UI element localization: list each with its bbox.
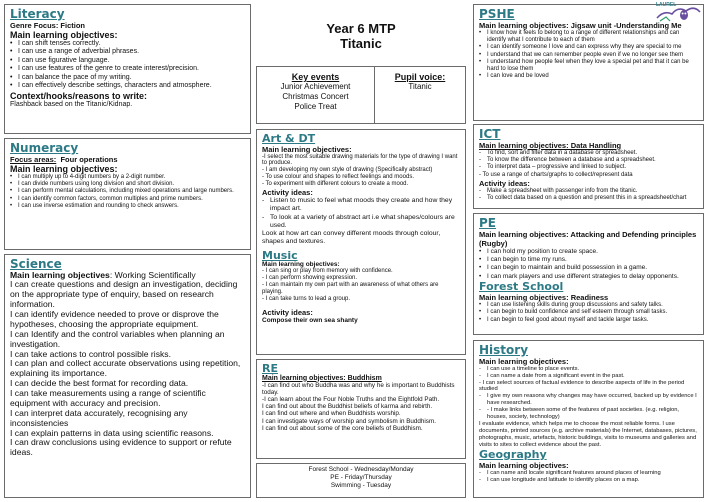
numeracy-focus-label: Focus areas: xyxy=(10,154,57,164)
key-event-item: Police Treat xyxy=(294,102,337,111)
ict-title: ICT xyxy=(479,127,501,141)
timetable-panel xyxy=(256,463,466,498)
music-objectives-heading: Main learning objectives: xyxy=(262,261,340,269)
science-line: I can take measurements using a range of scientific equipment with accuracy and precision. xyxy=(10,388,206,408)
list-item: • I can mark players and use different strategies to delay opponents. xyxy=(479,273,698,281)
art-line: - To use colour and shapes to reflect feelings and moods. xyxy=(262,174,414,181)
key-events-panel xyxy=(256,66,466,124)
art-objectives-heading: Main learning objectives: xyxy=(262,144,352,154)
re-panel xyxy=(256,359,466,459)
art-activity-text: Look at how art can convey different moods through colour, shapes and textures. xyxy=(262,230,441,246)
history-objectives-heading: Main learning objectives: xyxy=(479,356,569,366)
literacy-context-text: Flashback based on the Titanic/Kidnap. xyxy=(10,100,133,108)
science-panel xyxy=(4,254,251,498)
music-activity-text: Compose their own sea shanty xyxy=(262,316,358,324)
re-line: -I can learn about the Four Noble Truths and the Eightfold Path. xyxy=(262,396,440,404)
list-item: • I can hold my position to create space. xyxy=(479,248,698,256)
music-line: - I can sing or play from memory with confidence. xyxy=(262,268,393,275)
list-item: • I can love and be loved xyxy=(479,73,698,80)
science-line: I can plan and collect accurate observations using repetition, explaining its importance. xyxy=(10,358,241,379)
key-event-item: Junior Achievement xyxy=(280,82,351,91)
page-header xyxy=(256,22,466,52)
list-item: • I know how it feels to belong to a range of different relationships and can identify what I contribute to each of them xyxy=(479,30,698,45)
pe-title: PE xyxy=(479,216,496,230)
pe-panel xyxy=(473,213,704,335)
key-events-title: Key events xyxy=(291,72,340,82)
science-objectives-suffix: : Working Scientifically xyxy=(109,269,196,280)
science-title: Science xyxy=(10,257,62,271)
school-logo xyxy=(654,2,702,24)
key-events-section xyxy=(257,67,375,123)
ict-list xyxy=(479,150,698,172)
art-objectives xyxy=(262,154,460,188)
list-item: • I can use inverse estimation and rounding to check answers. xyxy=(10,203,245,210)
timetable-line: PE - Friday/Thursday xyxy=(330,473,392,481)
music-title: Music xyxy=(262,248,298,262)
numeracy-panel xyxy=(4,138,251,250)
history-panel xyxy=(473,340,704,498)
literacy-title: Literacy xyxy=(10,7,65,21)
pshe-objectives-heading: Main learning objectives: Jigsaw unit -Understanding Me xyxy=(479,20,682,30)
list-item: • I can use listening skills during group discussions and safety talks. xyxy=(479,302,698,309)
art-line: - To experiment with different colours to create a mood. xyxy=(262,181,409,188)
timetable-line: Forest School - Wednesday/Monday xyxy=(308,466,414,473)
science-line: I can Identify and the control variables when planning an investigation. xyxy=(10,328,225,349)
pshe-title: PSHE xyxy=(479,7,515,21)
list-item: - I can use a timeline to place events. xyxy=(479,366,698,373)
list-item: • I can use figurative language. xyxy=(10,57,245,66)
music-activity-heading: Activity ideas: xyxy=(262,307,313,317)
history-list-2 xyxy=(479,393,698,421)
list-item: • I can divide numbers using long division and short division. xyxy=(10,181,245,188)
literacy-genre: Genre Focus: Fiction xyxy=(10,20,86,30)
art-title: Art & DT xyxy=(262,132,316,145)
science-line: I can decide the best format for recording data. xyxy=(10,378,189,389)
list-item: • I can identify common factors, common multiples and prime numbers. xyxy=(10,196,245,203)
list-item: - I can use longitude and latitude to identify places on a map. xyxy=(479,477,698,484)
numeracy-focus-value: Four operations xyxy=(56,154,118,164)
list-item: • I can use a range of adverbial phrases. xyxy=(10,48,245,57)
numeracy-objectives-heading: Main learning objectives: xyxy=(10,163,118,174)
list-item: - I give my own reasons why changes may have occurred, backed up by evidence I have researched. xyxy=(479,393,698,407)
re-line: I can find out about the Buddhist beliefs of karma and rebirth. xyxy=(262,403,433,411)
pupil-voice-section xyxy=(375,67,465,123)
literacy-context-heading: Context/hooks/reasons to write: xyxy=(10,90,148,101)
science-line: I can identify evidence needed to prove or disprove the hypotheses, choosing the appropriate equipment. xyxy=(10,309,219,329)
ict-panel xyxy=(473,124,704,209)
list-item: • I can perform mental calculations, including mixed operations and large numbers. xyxy=(10,188,245,195)
list-item: • I can use features of the genre to create interest/precision. xyxy=(10,65,245,74)
geography-title: Geography xyxy=(479,448,547,462)
list-item: - - I make links between some of the features of past societies. (e.g. religion, houses, society, technology) xyxy=(479,407,698,421)
list-item: - I can name and locate significant features around places of learning xyxy=(479,470,698,477)
re-objectives xyxy=(262,382,460,433)
list-item: • I understand that we can remember people even if we no longer see them xyxy=(479,52,698,59)
re-title: RE xyxy=(262,362,278,375)
art-activity-heading: Activity ideas: xyxy=(262,188,313,197)
forest-list xyxy=(479,302,698,324)
pupil-voice-title: Pupil voice: xyxy=(394,72,446,82)
forest-objectives-heading: Main learning objectives: Readiness xyxy=(479,292,609,302)
list-item: - To look at a variety of abstract art i.e what shapes/colours are used. xyxy=(262,214,460,231)
list-item: • I can balance the pace of my writing. xyxy=(10,74,245,83)
pe-objectives-heading: Main learning objectives: Attacking and Defending principles (Rugby) xyxy=(479,229,697,248)
science-line: I can take actions to control possible risks. xyxy=(10,348,171,359)
list-item: • I can multiply up to 4-digit numbers by a 2-digit number. xyxy=(10,174,245,181)
pupil-voice-value: Titanic xyxy=(408,82,432,91)
key-event-item: Christmas Concert xyxy=(282,92,349,101)
re-line: I can find out about some of the core beliefs of Buddhism. xyxy=(262,424,423,432)
list-item: • I can identify someone I love and can express why they are special to me xyxy=(479,44,698,51)
list-item: - I can name a date from a significant event in the past. xyxy=(479,373,698,380)
re-line: -I can find out who Buddha was and why he is important to Buddhists today. xyxy=(262,381,455,396)
art-activity-list xyxy=(262,197,460,230)
list-item: - To find, sort and filter data in a database or spreadsheet. xyxy=(479,150,698,157)
page-subtitle: Titanic xyxy=(340,35,382,51)
science-line: I can interpret data accurately, recognising any inconsistencies xyxy=(10,407,188,428)
pshe-list xyxy=(479,30,698,81)
numeracy-title: Numeracy xyxy=(10,141,79,155)
list-item: - Make a spreadsheet with passenger info from the titanic. xyxy=(479,188,698,195)
history-text: I evaluate evidence, which helps me to choose the most reliable forms. I use documents, printed sources (e.g. archive materials) the Internet, databases, pictures, photographs, music, artefacts, historic buildings, visits to museums and galleries and visits to sites to collect evidence about the past. xyxy=(479,421,697,449)
science-line: I can create questions and design an investigation, deciding on the appropriate type of enquiry, based on research information. xyxy=(10,279,238,310)
history-list xyxy=(479,366,698,380)
list-item: - To interpret data – progressive and linked to subject. xyxy=(479,164,698,171)
list-item: • I can begin to feel good about myself and tackle larger tasks. xyxy=(479,317,698,324)
geography-objectives-heading: Main learning objectives: xyxy=(479,460,569,470)
ict-objectives-heading: Main learning objectives: Data Handling xyxy=(479,140,622,150)
list-item: • I can begin to maintain and build possession in a game. xyxy=(479,264,698,272)
literacy-panel xyxy=(4,4,251,134)
list-item: • I can begin to build confidence and self esteem through small tasks. xyxy=(479,309,698,316)
music-objectives xyxy=(262,268,460,302)
music-line: - I can perform showing expression. xyxy=(262,275,358,282)
science-objectives-heading: Main learning objectives xyxy=(10,269,110,280)
ict-activity-list xyxy=(479,188,698,203)
science-line: I can explain patterns in data using scientific reasons. xyxy=(10,427,214,438)
list-item: - To collect data based on a question and present this in a spreadsheet/chart xyxy=(479,195,698,202)
list-item: • I can begin to time my runs. xyxy=(479,256,698,264)
forest-title: Forest School xyxy=(479,280,564,294)
literacy-objectives-heading: Main learning objectives: xyxy=(10,29,118,40)
timetable-line: Swimming - Tuesday xyxy=(330,481,392,489)
numeracy-list xyxy=(10,174,245,211)
art-line: -I select the most suitable drawing materials for the type of drawing I want to produce. xyxy=(262,153,458,167)
geography-list xyxy=(479,470,698,484)
list-item: - To know the difference between a database and a spreadsheet. xyxy=(479,157,698,164)
list-item: • I can shift tenses correctly. xyxy=(10,40,245,49)
music-line: - I can maintain my own part with an awareness of what others are playing. xyxy=(262,282,439,295)
list-item: • I can effectively describe settings, characters and atmosphere. xyxy=(10,82,245,91)
science-line: I can draw conclusions using evidence to support or refute ideas. xyxy=(10,437,232,458)
music-line: - I can take turns to lead a group. xyxy=(262,295,351,302)
pe-list xyxy=(479,248,698,282)
list-item: - Listen to music to feel what moods they create and how they impact art. xyxy=(262,197,460,214)
list-item: • I understand how people feel when they love a special pet and that it can be hard to lose them xyxy=(479,59,698,74)
re-objectives-heading: Main learning objectives: Buddhism xyxy=(262,374,382,382)
page-title: Year 6 MTP xyxy=(326,21,396,36)
re-line: I can investigate ways of worship and symbolism in Buddhism. xyxy=(262,417,436,425)
numeracy-focus xyxy=(10,155,245,164)
ict-extra: - To use a range of charts/graphs to collect/represent data xyxy=(479,171,633,178)
art-line: - I am developing my own style of drawing (Specifically abstract) xyxy=(262,167,433,174)
history-title: History xyxy=(479,343,529,357)
ict-activity-heading: Activity ideas: xyxy=(479,178,530,188)
re-line: I can find out where and when Buddhists worship. xyxy=(262,410,401,418)
history-mid: - I can select sources of factual evidence to describe aspects of life in the period studied xyxy=(479,379,685,393)
logo-text: LAUREL xyxy=(656,2,677,8)
science-content xyxy=(10,271,245,459)
art-music-panel xyxy=(256,129,466,355)
literacy-list xyxy=(10,40,245,91)
